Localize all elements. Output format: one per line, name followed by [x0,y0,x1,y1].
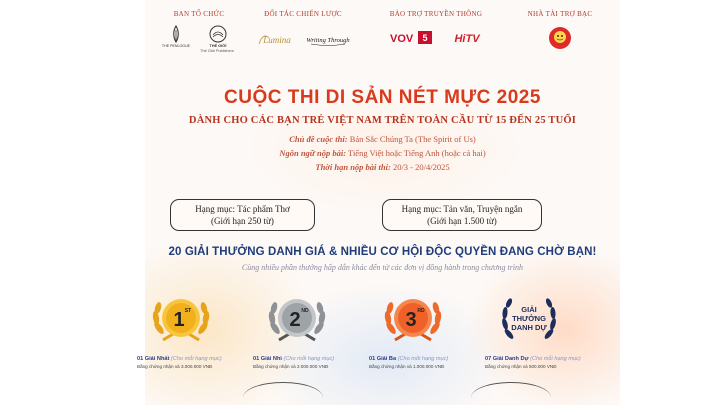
the-gioi-caption: Thế Giới Publishers [200,49,234,53]
theme-line [145,134,620,144]
deadline-line [145,162,620,172]
sponsor-group-silver [515,10,605,51]
award-name: 01 Giải Nhì [253,356,282,362]
deadline-value: 20/3 - 20/4/2025 [392,162,450,172]
award-note: (Cho mỗi hạng mục) [397,356,449,362]
theme-label: Chủ đề cuộc thi: [289,134,348,144]
svg-text:HiTV: HiTV [454,33,480,45]
award-detail: Bằng chứng nhận và 3.000.000 VNĐ [137,364,213,369]
sponsor-group-title: BAN TỔ CHỨC [173,10,225,18]
silver-sponsor-logo [547,25,573,51]
category-limit: (Giới hạn 1.500 từ) [427,216,497,226]
svg-text:RD: RD [417,308,425,314]
category-name: Hạng mục: Tác phẩm Thơ [195,204,290,214]
sponsor-group-media [381,10,491,48]
prizes-subheading: Cùng nhiều phần thưởng hấp dẫn khác đến từ các đơn vị đồng hành trong chương trình [241,263,524,272]
sponsors-row [145,10,620,80]
svg-text:ST: ST [184,308,192,314]
second-place-medal-icon [265,292,329,350]
award-first [137,356,257,369]
vov-logo [388,28,440,48]
svg-text:3: 3 [405,309,417,331]
svg-text:Lumina: Lumina [263,35,291,45]
category-name: Hạng mục: Tản văn, Truyện ngắn [401,204,523,214]
language-value: Tiếng Việt hoặc Tiếng Anh (hoặc cả hai) [348,148,486,158]
language-label: Ngôn ngữ nộp bài: [279,148,347,158]
svg-text:VOV: VOV [390,33,414,45]
category-box-poetry [170,199,315,231]
sponsor-group-title: ĐỐI TÁC CHIẾN LƯỢC [264,10,342,18]
sponsor-group-organizer [153,10,245,53]
svg-text:2: 2 [289,309,301,331]
award-detail: Bằng chứng nhận và 2.000.000 VNĐ [253,364,329,369]
contest-title: CUỘC THI DI SẢN NÉT MỰC 2025 [224,87,541,108]
the-gioi-logo [201,24,235,50]
category-limit: (Giới hạn 250 từ) [211,216,274,226]
decorative-arc [243,382,323,413]
svg-text:5: 5 [422,33,428,43]
third-place-medal-icon [381,292,445,350]
writing-through-logo [305,28,351,50]
award-honorable [485,356,605,369]
award-name: 01 Giải Nhất [137,356,170,362]
svg-text:THẾ GIỚI: THẾ GIỚI [209,44,227,48]
svg-text:ND: ND [301,308,309,314]
deadline-label: Thời hạn nộp bài thi: [315,162,391,172]
sponsor-group-title: BẢO TRỢ TRUYỀN THÔNG [389,10,483,18]
award-note: (Cho mỗi hạng mục) [283,356,335,362]
first-place-medal-icon [149,292,213,350]
category-box-prose [382,199,542,231]
language-line [145,148,620,158]
svg-text:THE PENLOGUE: THE PENLOGUE [161,44,191,48]
svg-text:Writing Through: Writing Through [306,37,350,44]
lumina-logo [255,28,295,50]
decorative-arc [471,382,551,413]
award-detail: Bằng chứng nhận và 500.000 VNĐ [485,364,557,369]
theme-value: Bản Sắc Chúng Ta (The Spirit of Us) [349,134,476,144]
sponsor-group-strategic [253,10,353,50]
award-note: (Cho mỗi hạng mục) [170,356,222,362]
contest-subtitle: DÀNH CHO CÁC BẠN TRẺ VIỆT NAM TRÊN TOÀN CẦU TỪ 15 ĐẾN 25 TUỔI [188,115,577,126]
award-third [369,356,489,369]
hitv-logo [450,28,484,48]
award-name: 01 Giải Ba [369,356,397,362]
penlogue-logo [163,24,189,50]
sponsor-group-title: NHÀ TÀI TRỢ BẠC [527,10,593,18]
honorable-mention-laurel-icon: GIẢI THƯỞNG DANH DỰ [497,292,561,350]
contest-poster [137,0,620,405]
award-second [253,356,373,369]
svg-text:1: 1 [173,309,185,331]
prizes-heading: 20 GIẢI THƯỞNG DANH GIÁ & NHIỀU CƠ HỘI ĐỘC QUYỀN ĐANG CHỜ BẠN! [168,246,597,258]
award-note: (Cho mỗi hạng mục) [530,356,581,362]
award-name: 07 Giải Danh Dự [485,356,529,362]
award-detail: Bằng chứng nhận và 1.000.000 VNĐ [369,364,445,369]
